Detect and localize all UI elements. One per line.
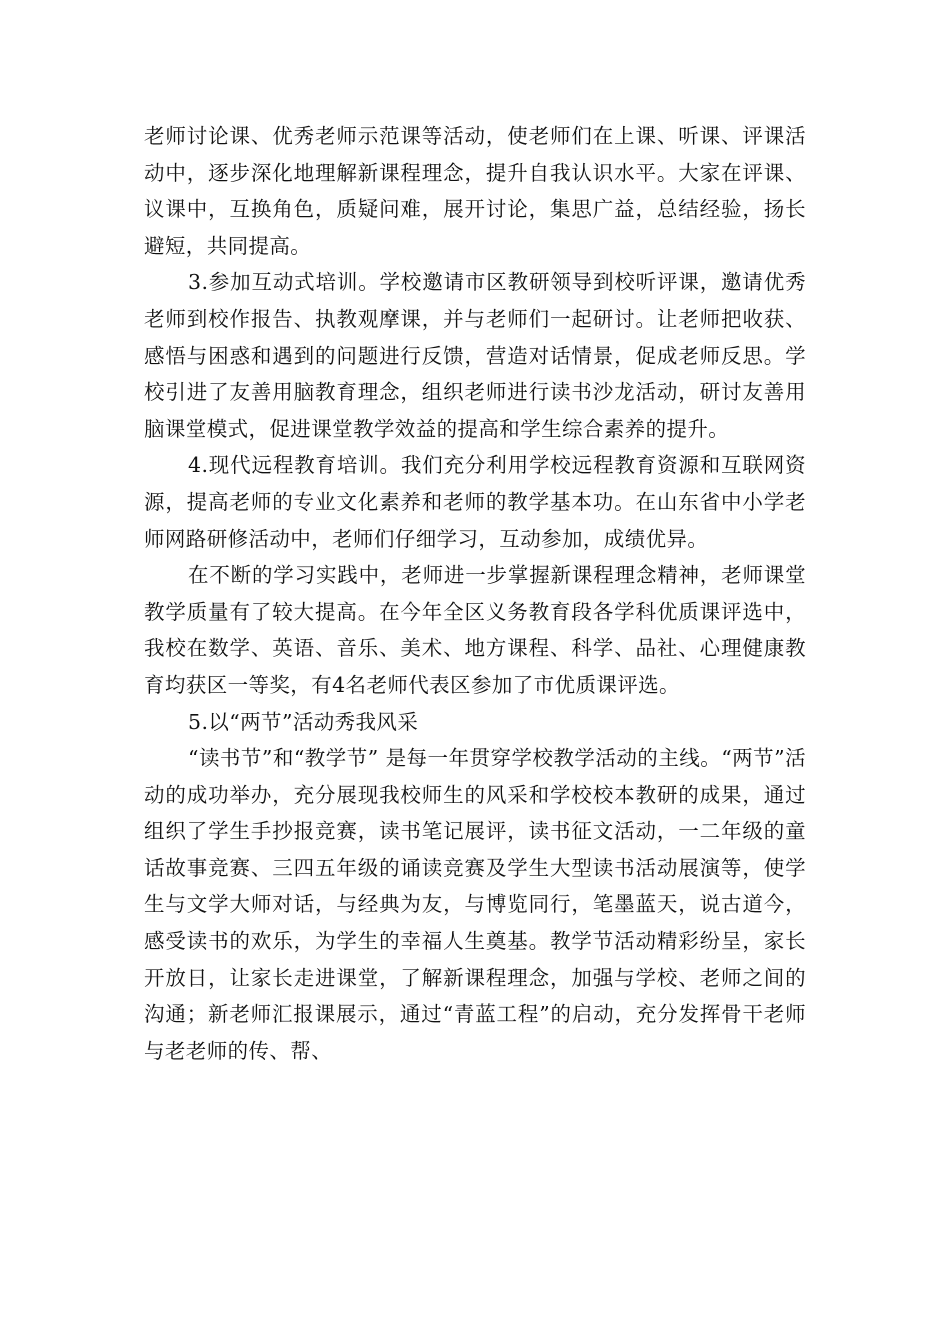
paragraph-5-heading: 5.以“两节”活动秀我风采	[188, 709, 419, 734]
paragraph-1: 老师讨论课、优秀老师示范课等活动，使老师们在上课、听课、评课活动中，逐步深化地理解新课程理念，提升自我认识水平。大家在评课、议课中，互换角色，质疑问难，展开讨论，集思广益，总结经验，扬长避短，共同提高。	[144, 124, 806, 258]
paragraph-2: 3.参加互动式培训。学校邀请市区教研领导到校听评课，邀请优秀老师到校作报告、执教观摩课，并与老师们一起研讨。让老师把收获、感悟与困惑和遇到的问题进行反馈，营造对话情景，促成老师反思。学校引进了友善用脑教育理念，组织老师进行读书沙龙活动，研讨友善用脑课堂模式，促进课堂教学效益的提高和学生综合素养的提升。	[144, 270, 806, 441]
paragraph-6: “读书节”和“教学节” 是每一年贯穿学校教学活动的主线。“两节”活动的成功举办，充分展现我校师生的风采和学校校本教研的成果，通过组织了学生手抄报竞赛，读书笔记展评，读书征文活动，一二年级的童话故事竞赛、三四五年级的诵读竞赛及学生大型读书活动展演等，使学生与文学大师对话，与经典为友，与博览同行，笔墨蓝天，说古道今，感受读书的欢乐，为学生的幸福人生奠基。教学节活动精彩纷呈，家长开放日，让家长走进课堂，了解新课程理念，加强与学校、老师之间的沟通；新老师汇报课展示，通过“青蓝工程”的启动，充分发挥骨干老师与老老师的传、帮、	[144, 746, 806, 1063]
paragraph-4: 在不断的学习实践中，老师进一步掌握新课程理念精神，老师课堂教学质量有了较大提高。在今年全区义务教育段各学科优质课评选中，我校在数学、英语、音乐、美术、地方课程、科学、品社、心理健康教育均获区一等奖，有4名老师代表区参加了市优质课评选。	[144, 563, 806, 697]
document-body	[144, 118, 806, 1069]
paragraph-3: 4.现代远程教育培训。我们充分利用学校远程教育资源和互联网资源，提高老师的专业文化素养和老师的教学基本功。在山东省中小学老师网路研修活动中，老师们仔细学习，互动参加，成绩优异。	[144, 453, 806, 551]
